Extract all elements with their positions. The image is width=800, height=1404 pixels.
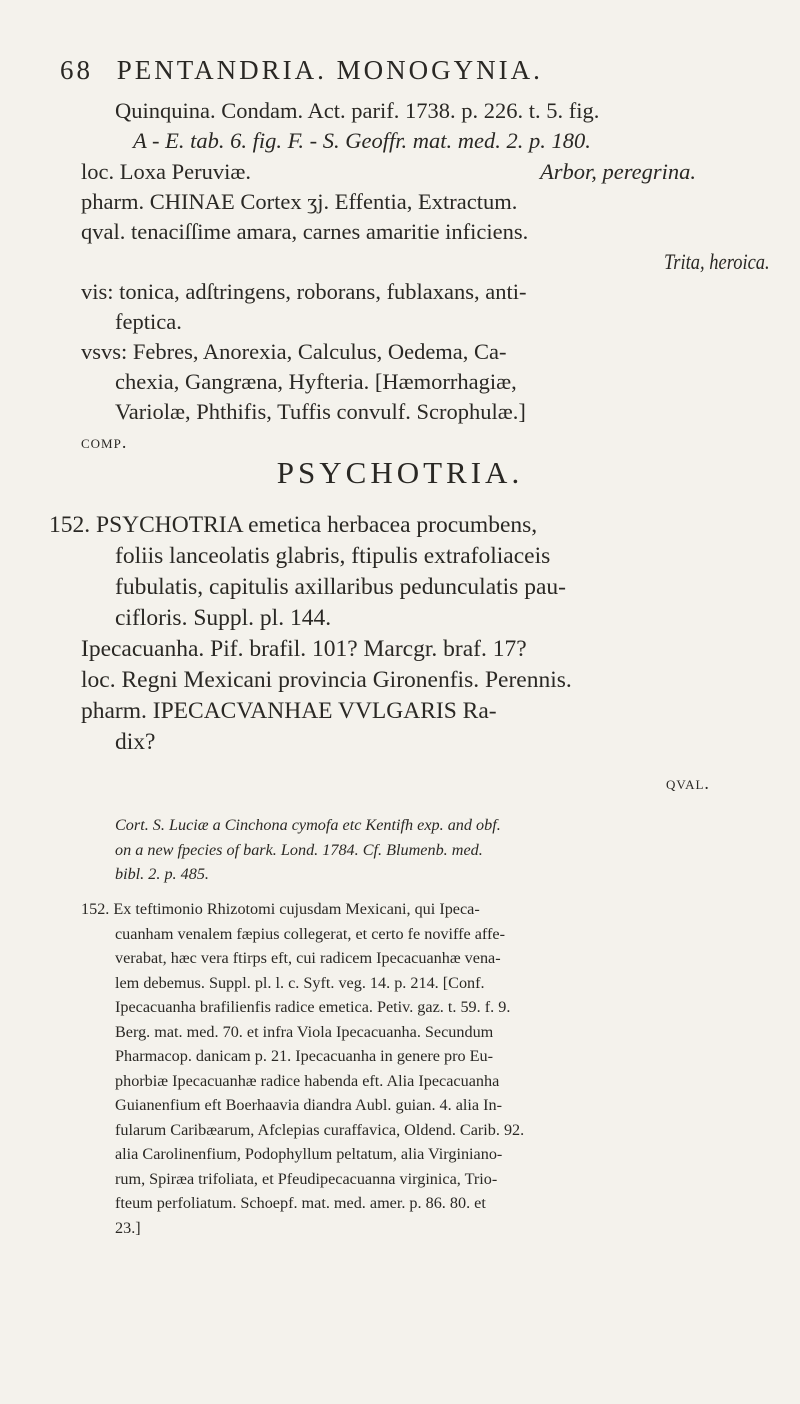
text-line: A - E. tab. 6. fig. F. - S. Geoffr. mat. med. 2. p. 180. [133,128,591,153]
running-title: PENTANDRIA. MONOGYNIA. [116,55,543,85]
text-line-pharm: pharm. IPECACVANHAE VVLGARIS Ra- [81,698,497,724]
species-line: 152. PSYCHOTRIA emetica herbacea procumbens, [49,512,538,538]
text-line-usus: vsvs: Febres, Anorexia, Calculus, Oedema, Ca- [81,339,507,364]
text-line-qual: qval. tenaciſſime amara, carnes amaritie inficiens. [81,219,529,244]
text-line: cifloris. Suppl. pl. 144. [115,605,332,631]
note-line: fteum perfoliatum. Schoepf. mat. med. amer. p. 86. 80. et [115,1194,486,1212]
running-head [60,55,760,86]
note-line: on a new fpecies of bark. Lond. 1784. Cf. Blumenb. med. [115,841,483,859]
page-number: 68 [60,55,93,85]
note-line: bibl. 2. p. 485. [115,865,209,883]
note-line: cuanham venalem fæpius collegerat, et certo fe noviffe affe- [115,925,505,943]
note-line: fularum Caribæarum, Afclepias curaffavica, Oldend. Carib. 92. [115,1121,525,1139]
text-line-loc: loc. Loxa Peruviæ. [81,159,251,184]
text-line: Variolæ, Phthifis, Tuffis convulf. Scrophulæ.] [115,399,526,424]
text-line-comp: comp. [81,432,128,452]
text-line: feptica. [115,309,182,334]
text-line-synonym: Ipecacuanha. Pif. brafil. 101? Marcgr. braf. 17? [81,636,527,662]
text-line: dix? [115,729,156,755]
note-line: phorbiæ Ipecacuanhæ radice habenda eft. Alia Ipecacuanha [115,1072,500,1090]
note-line: 152. Ex teftimonio Rhizotomi cujusdam Mexicani, qui Ipeca- [81,900,480,918]
text-line-qual: qval. [666,773,710,793]
text-line-vis: vis: tonica, adſtringens, roborans, fublaxans, anti- [81,279,527,304]
note-line: verabat, hæc vera ftirps eft, cui radicem Ipecacuanhæ vena- [115,949,501,967]
text-line: Quinquina. Condam. Act. parif. 1738. p. 226. t. 5. fig. [115,98,600,123]
note-line: Cort. S. Luciæ a Cinchona cymofa etc Kentifh exp. and obf. [115,816,501,834]
note-line: 23.] [115,1219,141,1237]
text-line: fubulatis, capitulis axillaribus pedunculatis pau- [115,574,566,600]
note-line: Pharmacop. danicam p. 21. Ipecacuanha in genere pro Eu- [115,1047,493,1065]
note-line: Ipecacuanha brafilienfis radice emetica. Petiv. gaz. t. 59. f. 9. [115,998,511,1016]
note-line: alia Carolinenfium, Podophyllum peltatum, alia Virginiano- [115,1145,503,1163]
text-line-pharm: pharm. CHINAE Cortex ʒj. Effentia, Extractum. [81,189,518,214]
text-line: Trita, heroica. [664,249,770,274]
text-line: chexia, Gangræna, Hyfteria. [Hæmorrhagiæ, [115,369,517,394]
note-line: rum, Spiræa trifoliata, et Pfeudipecacuanna virginica, Trio- [115,1170,498,1188]
note-line: Guianenfium eft Boerhaavia diandra Aubl. guian. 4. alia In- [115,1096,503,1114]
note-line: Berg. mat. med. 70. et infra Viola Ipecacuanha. Secundum [115,1023,494,1041]
text-line-loc: loc. Regni Mexicani provincia Gironenfis. Perennis. [81,667,572,693]
note-line: lem debemus. Suppl. pl. l. c. Syft. veg. 14. p. 214. [Conf. [115,974,485,992]
text-line: foliis lanceolatis glabris, ftipulis extrafoliaceis [115,543,551,569]
text-line-habit: Arbor, peregrina. [540,159,697,184]
genus-heading: PSYCHOTRIA. [276,455,524,490]
